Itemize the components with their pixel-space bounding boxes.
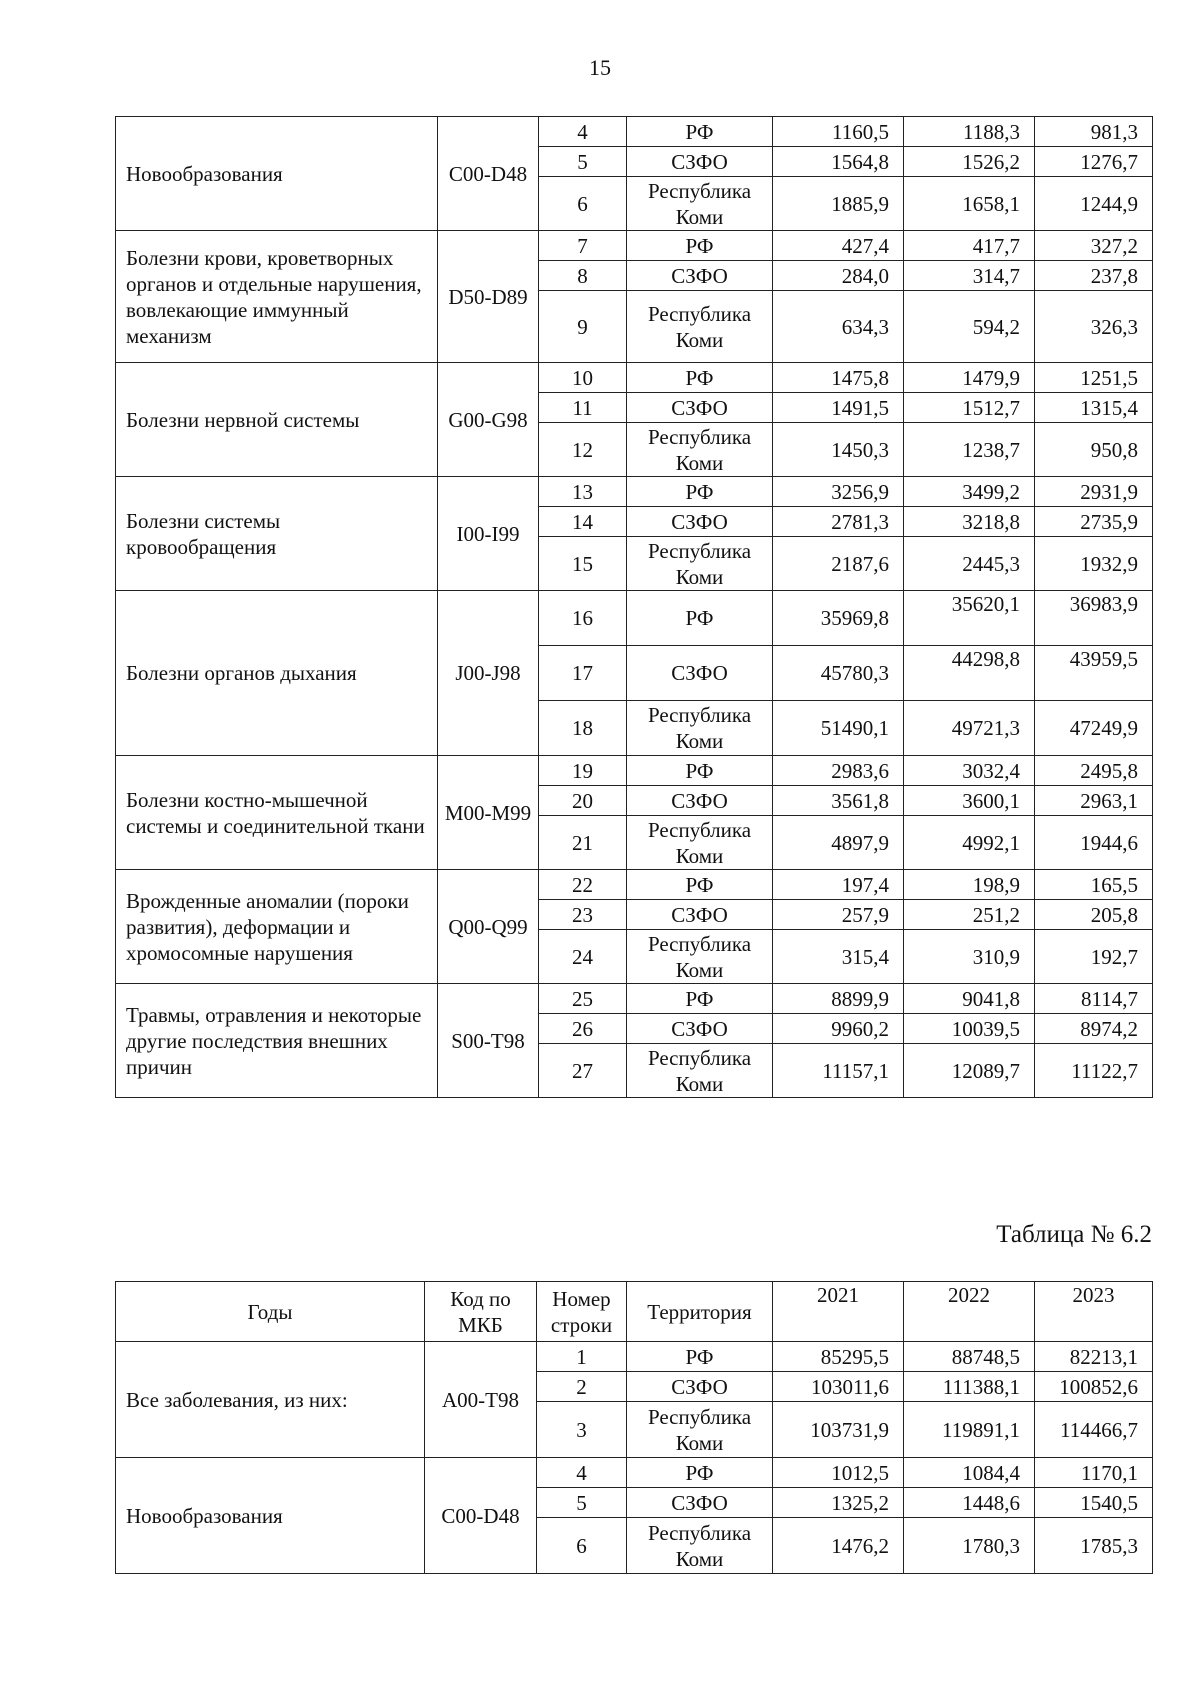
value-2022-cell: 111388,1 [904,1372,1035,1402]
header-territory: Территория [627,1282,773,1342]
row-number-cell: 4 [539,117,627,147]
value-2023-cell: 1315,4 [1035,393,1153,423]
row-number-cell: 1 [537,1342,627,1372]
disease-class-cell: Болезни крови, кроветворных органов и отдельные нарушения, вовлекающие иммунный механизм [116,231,438,363]
value-2022-cell: 10039,5 [904,1014,1035,1044]
icd-code-cell: C00-D48 [425,1458,537,1574]
territory-cell: РФ [627,117,773,147]
value-2021-cell: 9960,2 [773,1014,904,1044]
territory-cell: СЗФО [627,393,773,423]
icd-code-cell: M00-M99 [438,756,539,870]
row-number-cell: 23 [539,900,627,930]
value-2021-cell: 1325,2 [773,1488,904,1518]
header-years: Годы [116,1282,425,1342]
value-2021-cell: 2781,3 [773,507,904,537]
territory-cell: Республика Коми [627,1044,773,1098]
value-2021-cell: 1475,8 [773,363,904,393]
value-2022-cell: 12089,7 [904,1044,1035,1098]
territory-cell: СЗФО [627,646,773,701]
row-number-cell: 21 [539,816,627,870]
icd-code-cell: G00-G98 [438,363,539,477]
value-2022-cell: 2445,3 [904,537,1035,591]
territory-cell: СЗФО [627,147,773,177]
value-2023-cell: 2495,8 [1035,756,1153,786]
value-2023-cell: 11122,7 [1035,1044,1153,1098]
value-2022-cell: 1479,9 [904,363,1035,393]
value-2022-cell: 1188,3 [904,117,1035,147]
value-2023-cell: 100852,6 [1035,1372,1153,1402]
territory-cell: РФ [627,477,773,507]
value-2022-cell: 49721,3 [904,701,1035,756]
disease-class-cell: Все заболевания, из них: [116,1342,425,1458]
value-2023-cell: 1276,7 [1035,147,1153,177]
header-row-number: Номер строки [537,1282,627,1342]
territory-cell: Республика Коми [627,701,773,756]
value-2023-cell: 8974,2 [1035,1014,1153,1044]
territory-cell: Республика Коми [627,1402,773,1458]
icd-code-cell: J00-J98 [438,591,539,756]
icd-code-cell: C00-D48 [438,117,539,231]
value-2023-cell: 1932,9 [1035,537,1153,591]
value-2021-cell: 2187,6 [773,537,904,591]
icd-code-cell: A00-T98 [425,1342,537,1458]
value-2021-cell: 103731,9 [773,1402,904,1458]
disease-class-cell: Новообразования [116,1458,425,1574]
value-2023-cell: 165,5 [1035,870,1153,900]
table-row [116,1458,1153,1488]
row-number-cell: 2 [537,1372,627,1402]
territory-cell: СЗФО [627,900,773,930]
row-number-cell: 15 [539,537,627,591]
value-2023-cell: 1251,5 [1035,363,1153,393]
table-row [116,477,1153,507]
value-2022-cell: 3600,1 [904,786,1035,816]
header-year-2023: 2023 [1035,1282,1153,1342]
value-2021-cell: 1491,5 [773,393,904,423]
value-2022-cell: 198,9 [904,870,1035,900]
row-number-cell: 20 [539,786,627,816]
row-number-cell: 24 [539,930,627,984]
value-2022-cell: 594,2 [904,291,1035,363]
row-number-cell: 17 [539,646,627,701]
value-2021-cell: 3561,8 [773,786,904,816]
icd-code-cell: Q00-Q99 [438,870,539,984]
row-number-cell: 10 [539,363,627,393]
territory-cell: СЗФО [627,786,773,816]
value-2023-cell: 237,8 [1035,261,1153,291]
value-2023-cell: 2735,9 [1035,507,1153,537]
territory-cell: Республика Коми [627,423,773,477]
row-number-cell: 16 [539,591,627,646]
table-row [116,756,1153,786]
territory-cell: Республика Коми [627,816,773,870]
value-2021-cell: 634,3 [773,291,904,363]
territory-cell: Республика Коми [627,930,773,984]
header-icd-code: Код по МКБ [425,1282,537,1342]
value-2023-cell: 2931,9 [1035,477,1153,507]
row-number-cell: 8 [539,261,627,291]
territory-cell: РФ [627,231,773,261]
value-2021-cell: 1476,2 [773,1518,904,1574]
row-number-cell: 19 [539,756,627,786]
value-2022-cell: 1448,6 [904,1488,1035,1518]
value-2021-cell: 427,4 [773,231,904,261]
value-2022-cell: 35620,1 [904,591,1035,646]
value-2022-cell: 314,7 [904,261,1035,291]
value-2023-cell: 1244,9 [1035,177,1153,231]
page-number: 15 [589,55,611,80]
value-2022-cell: 1512,7 [904,393,1035,423]
value-2023-cell: 82213,1 [1035,1342,1153,1372]
header-year-2022: 2022 [904,1282,1035,1342]
value-2021-cell: 1160,5 [773,117,904,147]
value-2022-cell: 1238,7 [904,423,1035,477]
header-year-2021: 2021 [773,1282,904,1342]
row-number-cell: 7 [539,231,627,261]
value-2021-cell: 45780,3 [773,646,904,701]
row-number-cell: 13 [539,477,627,507]
territory-cell: РФ [627,363,773,393]
value-2023-cell: 43959,5 [1035,646,1153,701]
value-2022-cell: 3218,8 [904,507,1035,537]
value-2021-cell: 315,4 [773,930,904,984]
row-number-cell: 22 [539,870,627,900]
value-2022-cell: 417,7 [904,231,1035,261]
row-number-cell: 6 [537,1518,627,1574]
disease-class-cell: Болезни органов дыхания [116,591,438,756]
value-2023-cell: 205,8 [1035,900,1153,930]
value-2021-cell: 8899,9 [773,984,904,1014]
value-2023-cell: 950,8 [1035,423,1153,477]
territory-cell: РФ [627,984,773,1014]
value-2022-cell: 44298,8 [904,646,1035,701]
icd-code-cell: S00-T98 [438,984,539,1098]
value-2023-cell: 8114,7 [1035,984,1153,1014]
value-2021-cell: 3256,9 [773,477,904,507]
value-2021-cell: 1450,3 [773,423,904,477]
table-row [116,363,1153,393]
value-2021-cell: 197,4 [773,870,904,900]
value-2022-cell: 9041,8 [904,984,1035,1014]
value-2023-cell: 2963,1 [1035,786,1153,816]
value-2022-cell: 1658,1 [904,177,1035,231]
value-2021-cell: 85295,5 [773,1342,904,1372]
territory-cell: РФ [627,591,773,646]
value-2022-cell: 4992,1 [904,816,1035,870]
disease-class-cell: Врожденные аномалии (пороки развития), деформации и хромосомные нарушения [116,870,438,984]
value-2022-cell: 1526,2 [904,147,1035,177]
value-2023-cell: 1944,6 [1035,816,1153,870]
disease-class-cell: Травмы, отравления и некоторые другие последствия внешних причин [116,984,438,1098]
territory-cell: РФ [627,756,773,786]
territory-cell: РФ [627,870,773,900]
value-2023-cell: 47249,9 [1035,701,1153,756]
value-2021-cell: 103011,6 [773,1372,904,1402]
territory-cell: СЗФО [627,1372,773,1402]
row-number-cell: 4 [537,1458,627,1488]
row-number-cell: 26 [539,1014,627,1044]
territory-cell: РФ [627,1458,773,1488]
value-2022-cell: 3032,4 [904,756,1035,786]
table-row [116,591,1153,646]
territory-cell: Республика Коми [627,537,773,591]
value-2023-cell: 327,2 [1035,231,1153,261]
row-number-cell: 25 [539,984,627,1014]
value-2021-cell: 35969,8 [773,591,904,646]
row-number-cell: 5 [539,147,627,177]
disease-class-cell: Болезни нервной системы [116,363,438,477]
value-2023-cell: 326,3 [1035,291,1153,363]
value-2022-cell: 119891,1 [904,1402,1035,1458]
value-2023-cell: 1785,3 [1035,1518,1153,1574]
icd-code-cell: D50-D89 [438,231,539,363]
value-2022-cell: 1780,3 [904,1518,1035,1574]
territory-cell: СЗФО [627,1014,773,1044]
territory-cell: Республика Коми [627,1518,773,1574]
row-number-cell: 3 [537,1402,627,1458]
row-number-cell: 27 [539,1044,627,1098]
morbidity-table-continued [115,116,1153,1098]
value-2021-cell: 1012,5 [773,1458,904,1488]
value-2023-cell: 192,7 [1035,930,1153,984]
value-2021-cell: 51490,1 [773,701,904,756]
row-number-cell: 12 [539,423,627,477]
value-2023-cell: 1170,1 [1035,1458,1153,1488]
value-2022-cell: 251,2 [904,900,1035,930]
morbidity-table-6-2 [115,1281,1153,1574]
value-2022-cell: 3499,2 [904,477,1035,507]
value-2021-cell: 11157,1 [773,1044,904,1098]
table-row [116,117,1153,147]
row-number-cell: 18 [539,701,627,756]
table-row [116,231,1153,261]
territory-cell: РФ [627,1342,773,1372]
value-2023-cell: 981,3 [1035,117,1153,147]
territory-cell: СЗФО [627,261,773,291]
row-number-cell: 14 [539,507,627,537]
table-row [116,1342,1153,1372]
row-number-cell: 5 [537,1488,627,1518]
value-2023-cell: 114466,7 [1035,1402,1153,1458]
territory-cell: СЗФО [627,507,773,537]
row-number-cell: 11 [539,393,627,423]
disease-class-cell: Болезни системы кровообращения [116,477,438,591]
value-2022-cell: 88748,5 [904,1342,1035,1372]
territory-cell: Республика Коми [627,291,773,363]
table-caption: Таблица № 6.2 [996,1221,1152,1248]
table-row [116,984,1153,1014]
value-2021-cell: 2983,6 [773,756,904,786]
value-2022-cell: 310,9 [904,930,1035,984]
value-2021-cell: 4897,9 [773,816,904,870]
value-2023-cell: 36983,9 [1035,591,1153,646]
value-2023-cell: 1540,5 [1035,1488,1153,1518]
table-row [116,870,1153,900]
value-2021-cell: 1885,9 [773,177,904,231]
row-number-cell: 9 [539,291,627,363]
value-2021-cell: 284,0 [773,261,904,291]
row-number-cell: 6 [539,177,627,231]
value-2022-cell: 1084,4 [904,1458,1035,1488]
value-2021-cell: 257,9 [773,900,904,930]
territory-cell: Республика Коми [627,177,773,231]
value-2021-cell: 1564,8 [773,147,904,177]
disease-class-cell: Болезни костно-мышечной системы и соединительной ткани [116,756,438,870]
icd-code-cell: I00-I99 [438,477,539,591]
disease-class-cell: Новообразования [116,117,438,231]
territory-cell: СЗФО [627,1488,773,1518]
